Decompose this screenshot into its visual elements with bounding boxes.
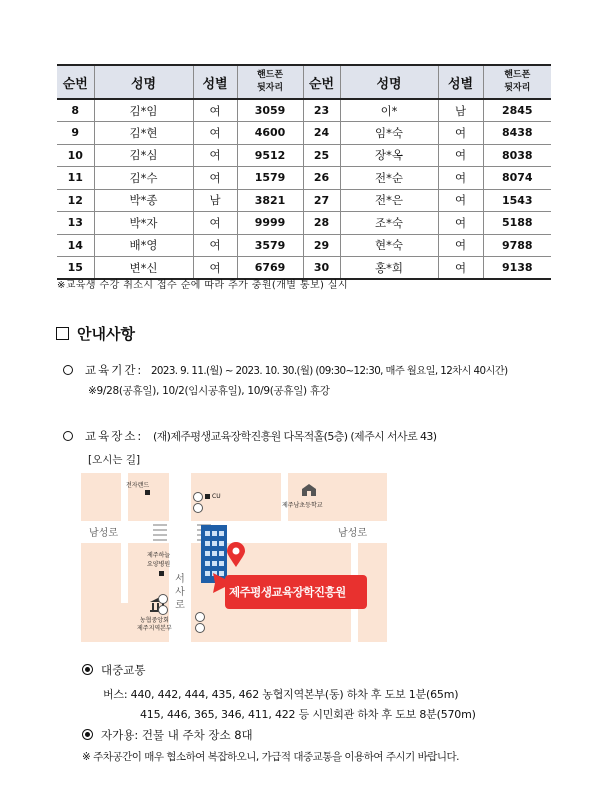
cell-seq: 9 [57, 122, 94, 145]
car-line: 자가용: 건물 내 주차 장소 8대 [82, 727, 253, 743]
cell-seq: 8 [57, 99, 94, 122]
cell-phone: 8038 [483, 144, 551, 167]
cell-phone: 4600 [237, 122, 303, 145]
table-row [57, 234, 551, 257]
cell-gender: 여 [193, 122, 237, 145]
cell-gender: 여 [193, 257, 237, 280]
cell-name: 전*은 [340, 189, 438, 212]
landmark-marker [145, 490, 150, 495]
header-gender: 성별 [193, 65, 237, 99]
cell-seq: 15 [57, 257, 94, 280]
period-note: ※9/28(공휴일), 10/2(임시공휴일), 10/9(공휴일) 휴강 [88, 385, 330, 397]
bus-stop-icon [157, 593, 169, 617]
bus-stop-icon [192, 491, 204, 515]
cell-seq: 13 [57, 212, 94, 235]
cell-phone: 5188 [483, 212, 551, 235]
school-icon [301, 483, 317, 497]
cell-seq: 27 [303, 189, 340, 212]
cell-phone: 1543 [483, 189, 551, 212]
cell-seq: 25 [303, 144, 340, 167]
circle-bullet-icon [63, 431, 73, 441]
cell-gender: 여 [193, 144, 237, 167]
header-phone: 핸드폰 뒷자리 [483, 65, 551, 99]
place-label: 교육장소: [85, 429, 144, 443]
circle-bullet-icon [63, 365, 73, 375]
cell-name: 박*종 [94, 189, 193, 212]
header-name: 성명 [340, 65, 438, 99]
place-value: (재)제주평생교육장학진흥원 다목적홀(5층) (제주시 서사로 43) [152, 430, 437, 443]
cell-name: 변*신 [94, 257, 193, 280]
landmark-marker [205, 494, 210, 499]
cell-seq: 30 [303, 257, 340, 280]
cell-phone: 9788 [483, 234, 551, 257]
checkbox-square-icon [56, 327, 69, 340]
bus-line-1: 버스: 440, 442, 444, 435, 462 농협지역본부(동) 하차 후 도보 1분(65m) [103, 688, 459, 701]
table-row [57, 122, 551, 145]
landmark-school: 제주남초등학교 [282, 502, 323, 509]
cell-phone: 3059 [237, 99, 303, 122]
cell-phone: 2845 [483, 99, 551, 122]
cell-gender: 여 [438, 189, 483, 212]
period-line [63, 362, 508, 378]
cell-gender: 여 [193, 234, 237, 257]
cell-name: 장*옥 [340, 144, 438, 167]
cell-name: 현*숙 [340, 234, 438, 257]
cell-seq: 14 [57, 234, 94, 257]
landmark-electronics: 전자랜드 [126, 482, 150, 489]
table-row [57, 212, 551, 235]
public-transport-title: 대중교통 [82, 662, 145, 678]
cell-name: 홍*희 [340, 257, 438, 280]
cell-seq: 10 [57, 144, 94, 167]
double-circle-bullet-icon [82, 664, 93, 675]
header-number: 순번 [57, 65, 94, 99]
applicant-table [57, 64, 551, 280]
header-number: 순번 [303, 65, 340, 99]
cell-seq: 23 [303, 99, 340, 122]
road-label-vertical: 서사로 [175, 574, 185, 611]
location-pin-icon [226, 542, 246, 568]
cell-seq: 11 [57, 167, 94, 190]
cell-gender: 여 [193, 99, 237, 122]
place-line [63, 428, 437, 444]
parking-caution: ※ 주차공간이 매우 협소하여 복잡하오니, 가급적 대중교통을 이용하여 주시기 바랍니다. [82, 751, 460, 763]
cell-phone: 6769 [237, 257, 303, 280]
road-minor [281, 473, 288, 521]
cell-name: 배*영 [94, 234, 193, 257]
cell-gender: 여 [438, 144, 483, 167]
table-header-row [57, 65, 551, 99]
cell-seq: 29 [303, 234, 340, 257]
cell-name: 이* [340, 99, 438, 122]
header-gender: 성별 [438, 65, 483, 99]
table-row [57, 167, 551, 190]
cell-name: 박*자 [94, 212, 193, 235]
cell-name: 김*수 [94, 167, 193, 190]
table-row [57, 99, 551, 122]
table-row [57, 144, 551, 167]
landmark-cu: CU [212, 493, 221, 500]
landmark-marker [159, 571, 164, 576]
cell-gender: 여 [438, 122, 483, 145]
period-value: 2023. 9. 11.(월) ~ 2023. 10. 30.(월) (09:30~12:30, 매주 월요일, 12차시 40시간) [150, 365, 508, 377]
cell-phone: 9999 [237, 212, 303, 235]
header-phone: 핸드폰 뒷자리 [237, 65, 303, 99]
cell-name: 김*현 [94, 122, 193, 145]
cell-gender: 남 [438, 99, 483, 122]
double-circle-bullet-icon [82, 729, 93, 740]
cell-name: 전*순 [340, 167, 438, 190]
cell-seq: 28 [303, 212, 340, 235]
callout-label: 제주평생교육장학진흥원 [229, 585, 346, 599]
period-label: 교육기간: [85, 363, 144, 377]
cell-name: 김*임 [94, 99, 193, 122]
cell-phone: 3821 [237, 189, 303, 212]
cell-name: 임*숙 [340, 122, 438, 145]
cell-phone: 9138 [483, 257, 551, 280]
cell-name: 김*심 [94, 144, 193, 167]
location-map [81, 473, 387, 642]
landmark-hospital: 제주하늘 요양병원 [147, 552, 171, 568]
bus-line-2: 415, 446, 365, 346, 411, 422 등 시민회관 하차 후 도보 8분(570m) [140, 708, 476, 721]
cell-gender: 여 [438, 212, 483, 235]
cell-gender: 여 [438, 167, 483, 190]
cell-gender: 여 [438, 234, 483, 257]
cell-gender: 여 [193, 212, 237, 235]
road-seosa [169, 473, 191, 642]
road-label-left: 남성로 [89, 528, 118, 539]
cell-phone: 8074 [483, 167, 551, 190]
table-note: ※교육생 수강 취소시 접수 순에 따라 추가 충원(개별 통보) 실시 [57, 280, 349, 291]
cell-name: 조*숙 [340, 212, 438, 235]
cell-seq: 24 [303, 122, 340, 145]
header-name: 성명 [94, 65, 193, 99]
table-row [57, 189, 551, 212]
cell-phone: 8438 [483, 122, 551, 145]
cell-gender: 여 [438, 257, 483, 280]
road-minor [121, 543, 128, 603]
cell-phone: 1579 [237, 167, 303, 190]
road-label-right: 남성로 [338, 528, 367, 539]
cell-phone: 9512 [237, 144, 303, 167]
directions-label: [오시는 길] [88, 454, 141, 466]
cell-gender: 남 [193, 189, 237, 212]
section-title: 안내사항 [56, 323, 135, 344]
cell-seq: 26 [303, 167, 340, 190]
landmark-bank: 농협중앙회 제주지역본부 [137, 617, 172, 632]
cell-phone: 3579 [237, 234, 303, 257]
cell-seq: 12 [57, 189, 94, 212]
cell-gender: 여 [193, 167, 237, 190]
